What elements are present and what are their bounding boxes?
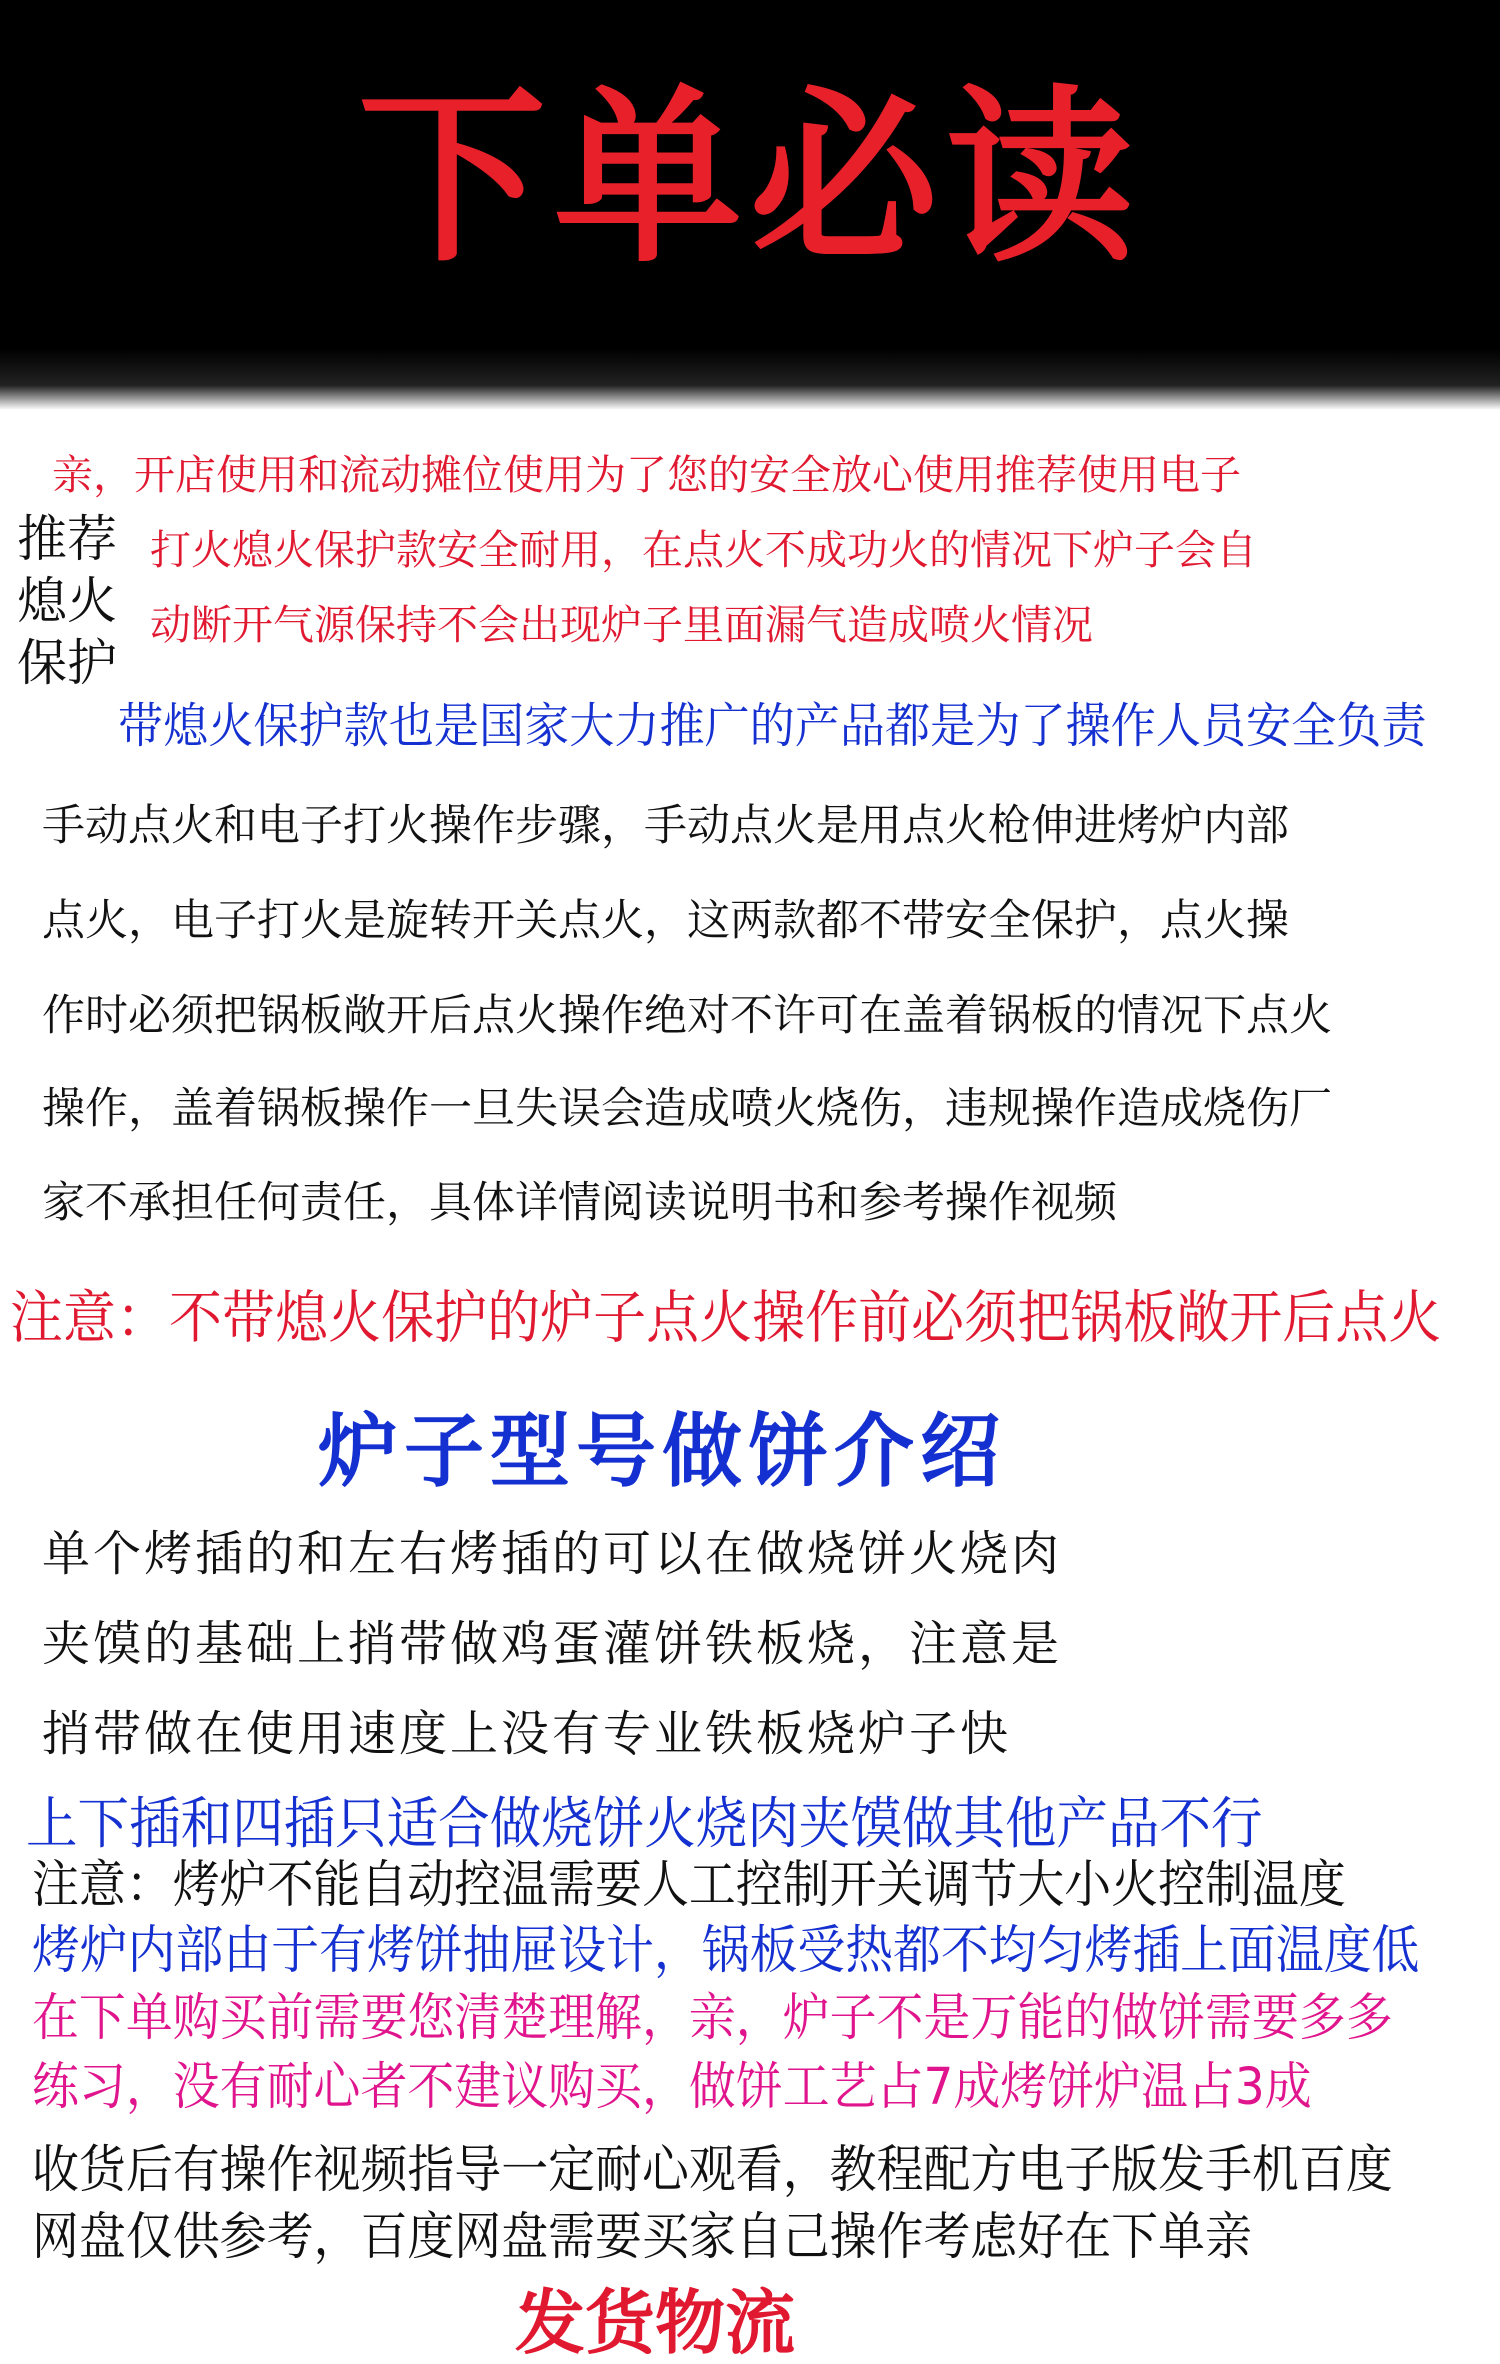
steps-line: 手动点火和电子打火操作步骤，手动点火是用点火枪伸进烤炉内部 (42, 801, 1289, 851)
notes-blue-line: 烤炉内部由于有烤饼抽屉设计，锅板受热都不均匀烤插上面温度低 (32, 1921, 1420, 1981)
footer-partial-title: 发货物流 (515, 2282, 795, 2364)
notes-black-line: 网盘仅供参考，百度网盘需要买家自己操作考虑好在下单亲 (32, 2208, 1252, 2267)
notes-blue-line: 上下插和四插只适合做烧饼火烧肉夹馍做其他产品不行 (26, 1792, 1263, 1857)
models-line: 捎带做在使用速度上没有专业铁板烧炉子快 (42, 1706, 1012, 1762)
intro-red-line: 打火熄火保护款安全耐用，在点火不成功火的情况下炉子会自 (150, 526, 1257, 574)
notes-black-line: 收货后有操作视频指导一定耐心观看，教程配方电子版发手机百度 (32, 2141, 1393, 2200)
intro-red-line: 动断开气源保持不会出现炉子里面漏气造成喷火情况 (150, 601, 1093, 649)
recommend-label-line: 保护 (17, 634, 117, 692)
section-title: 炉子型号做饼介绍 (318, 1405, 1006, 1498)
intro-blue-line: 带熄火保护款也是国家大力推广的产品都是为了操作人员安全负责 (118, 698, 1427, 754)
warning-line: 注意：不带熄火保护的炉子点火操作前必须把锅板敞开后点火 (10, 1285, 1442, 1351)
recommend-label-line: 推荐 (17, 510, 117, 568)
steps-line: 点火，电子打火是旋转开关点火，这两款都不带安全保护，点火操 (42, 896, 1289, 946)
models-line: 夹馍的基础上捎带做鸡蛋灌饼铁板烧，注意是 (42, 1616, 1063, 1672)
steps-line: 作时必须把锅板敞开后点火操作绝对不许可在盖着锅板的情况下点火 (42, 991, 1332, 1041)
steps-line: 操作，盖着锅板操作一旦失误会造成喷火烧伤，违规操作造成烧伤厂 (42, 1084, 1332, 1134)
notes-black-line: 注意：烤炉不能自动控温需要人工控制开关调节大小火控制温度 (32, 1856, 1346, 1915)
steps-line: 家不承担任何责任，具体详情阅读说明书和参考操作视频 (42, 1178, 1117, 1228)
page-title: 下单必读 (358, 69, 1142, 288)
notes-pink-line: 练习，没有耐心者不建议购买，做饼工艺占7成烤饼炉温占3成 (32, 2058, 1312, 2117)
notes-pink-line: 在下单购买前需要您清楚理解，亲，炉子不是万能的做饼需要多多 (32, 1989, 1393, 2048)
recommend-label (14, 508, 120, 694)
intro-red-line: 亲，开店使用和流动摊位使用为了您的安全放心使用推荐使用电子 (52, 451, 1241, 499)
header-banner (0, 0, 1500, 410)
recommend-label-line: 熄火 (17, 572, 117, 630)
models-line: 单个烤插的和左右烤插的可以在做烧饼火烧肉 (42, 1526, 1063, 1582)
